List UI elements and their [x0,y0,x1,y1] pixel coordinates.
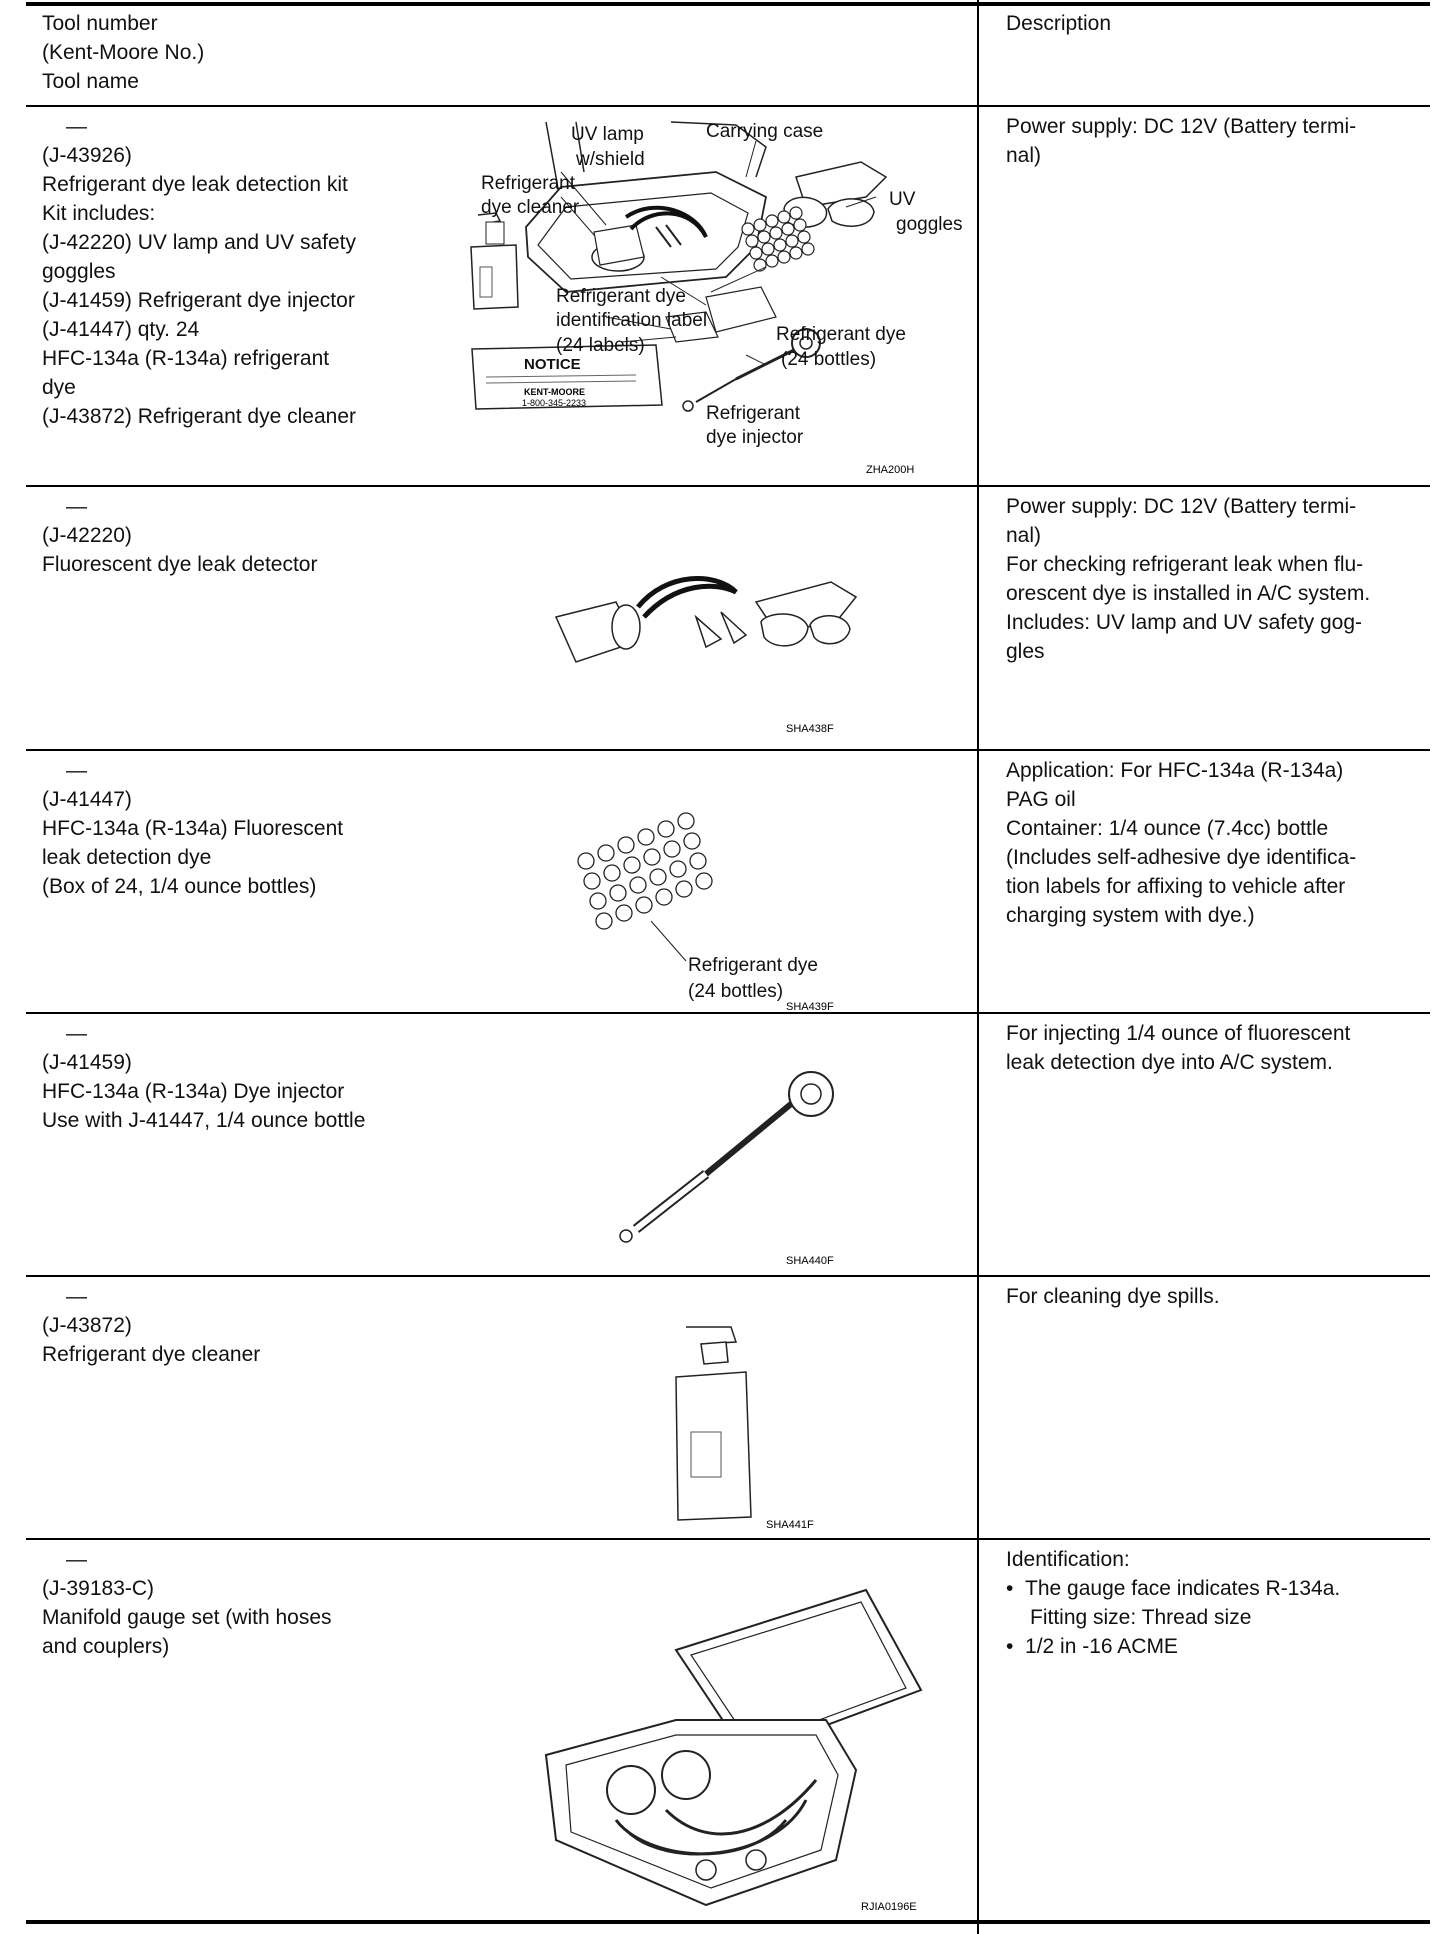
figure-code: SHA438F [786,723,834,735]
desc-line: For cleaning dye spills. [1006,1285,1220,1308]
label-identification: identification label [556,310,708,331]
desc-line: For checking refrigerant leak when flu- [1006,553,1364,576]
tool-number: (J-42220) [42,524,132,547]
tool-cell [42,492,412,579]
table-row [26,487,1430,749]
tool-cell [42,1545,412,1661]
tool-name: HFC-134a (R-134a) Fluorescent [42,817,344,840]
tool-number: (J-43926) [42,144,132,167]
label-dye-injector: dye injector [706,427,804,448]
desc-title: Identification: [1006,1548,1130,1571]
tool-dash: — [66,1548,87,1571]
desc-line: Includes: UV lamp and UV safety gog- [1006,611,1363,634]
table-row [26,1277,1430,1538]
tool-line: (Box of 24, 1/4 ounce bottles) [42,875,317,898]
figure-code: SHA440F [786,1255,834,1267]
tool-name: Refrigerant dye leak detection kit [42,173,348,196]
figure-code: RJIA0196E [861,1901,917,1913]
desc-line: Power supply: DC 12V (Battery termi- [1006,495,1357,518]
tool-line: leak detection dye [42,846,212,869]
label-uv-lamp: UV lamp [571,124,644,145]
tool-dash: — [66,759,87,782]
description-cell [1006,112,1416,170]
bullet-item: • 1/2 in -16 ACME [1006,1635,1178,1658]
table-row [26,1540,1430,1920]
table-bottom-border [26,1920,1430,1924]
tool-line: (J-42220) UV lamp and UV safety [42,231,356,254]
tool-name: Fluorescent dye leak detector [42,553,318,576]
bullet-item: • The gauge face indicates R-134a. [1006,1577,1341,1600]
tool-line: HFC-134a (R-134a) refrigerant [42,347,330,370]
label-refrigerant-dye-bottles: Refrigerant dye [776,324,906,345]
tool-cell [42,756,412,901]
tool-line: goggles [42,260,116,283]
tool-dash: — [66,495,87,518]
desc-line: Power supply: DC 12V (Battery termi- [1006,115,1357,138]
label-refrigerant: Refrigerant [481,173,575,194]
desc-line: Application: For HFC-134a (R-134a) [1006,759,1344,782]
desc-line: nal) [1006,524,1042,547]
tool-line: dye [42,376,76,399]
tool-line: (J-43872) Refrigerant dye cleaner [42,405,356,428]
manifold-gauge-set-illustration [526,1570,946,1915]
header-line: (Kent-Moore No.) [42,41,205,64]
label-24-labels: (24 labels) [556,335,645,356]
header-tool-number [42,9,412,96]
desc-line: nal) [1006,144,1042,167]
desc-line: tion labels for affixing to vehicle after [1006,875,1346,898]
label-uv: UV [889,189,916,210]
tool-number: (J-41447) [42,788,132,811]
label-24-bottles: (24 bottles) [688,981,784,1002]
bullet-text: The gauge face indicates R-134a. [1025,1577,1341,1600]
desc-line: (Includes self-adhesive dye identifica- [1006,846,1357,869]
uv-lamp-goggles-illustration [546,567,876,737]
label-24-bottles: (24 bottles) [781,349,877,370]
figure-code: ZHA200H [866,464,915,476]
desc-line: orescent dye is installed in A/C system. [1006,582,1371,605]
notice-brand: KENT-MOORE [524,387,586,397]
figure-code: SHA439F [786,1001,834,1011]
tool-line: (J-41459) Refrigerant dye injector [42,289,355,312]
tool-line: and couplers) [42,1635,170,1658]
tool-cell [42,1282,412,1369]
notice-phone: 1-800-345-2233 [522,398,587,408]
table-row [26,751,1430,1012]
label-refrigerant-dye: Refrigerant dye [688,955,818,976]
desc-line: charging system with dye.) [1006,904,1255,927]
description-cell [1006,492,1416,666]
table-row [26,107,1430,485]
desc-line: Container: 1/4 ounce (7.4cc) bottle [1006,817,1329,840]
header-line: Tool name [42,70,139,93]
tool-line: Kit includes: [42,202,156,225]
description-cell [1006,1282,1416,1311]
label-goggles: goggles [896,214,963,235]
table-row [26,1014,1430,1275]
dye-injector-illustration [596,1054,876,1269]
header-line: Tool number [42,12,158,35]
tool-name: Refrigerant dye cleaner [42,1343,261,1366]
table-top-border [26,2,1430,6]
tool-table [26,0,1430,1934]
header-description: Description [1006,12,1112,35]
bullet-text: 1/2 in -16 ACME [1025,1635,1178,1658]
notice-title: NOTICE [524,356,581,373]
label-w-shield: w/shield [576,149,645,170]
bullet-continuation: Fitting size: Thread size [1030,1606,1252,1629]
tool-dash: — [66,115,87,138]
label-refrigerant-inj: Refrigerant [706,403,800,424]
tool-name: HFC-134a (R-134a) Dye injector [42,1080,345,1103]
tool-cell [42,1019,412,1135]
desc-line: gles [1006,640,1045,663]
description-cell [1006,1019,1416,1077]
tool-line: Use with J-41447, 1/4 ounce bottle [42,1109,366,1132]
table-header [26,8,1430,104]
kit-illustration [466,117,966,482]
desc-line: PAG oil [1006,788,1076,811]
label-refrigerant-dye: Refrigerant dye [556,286,686,307]
figure-code: SHA441F [766,1519,814,1531]
tool-number: (J-39183-C) [42,1577,155,1600]
label-carrying-case: Carrying case [706,121,824,142]
tool-line: (J-41447) qty. 24 [42,318,200,341]
tool-number: (J-41459) [42,1051,132,1074]
desc-line: For injecting 1/4 ounce of fluorescent [1006,1022,1351,1045]
tool-cell [42,112,412,431]
desc-line: leak detection dye into A/C system. [1006,1051,1333,1074]
description-cell [1006,756,1416,930]
tool-number: (J-43872) [42,1314,132,1337]
dye-bottles-illustration [566,781,886,1011]
tool-dash: — [66,1285,87,1308]
description-cell [1006,1545,1416,1661]
label-dye-cleaner: dye cleaner [481,197,580,218]
tool-dash: — [66,1022,87,1045]
dye-cleaner-illustration [656,1322,856,1532]
tool-name: Manifold gauge set (with hoses [42,1606,332,1629]
